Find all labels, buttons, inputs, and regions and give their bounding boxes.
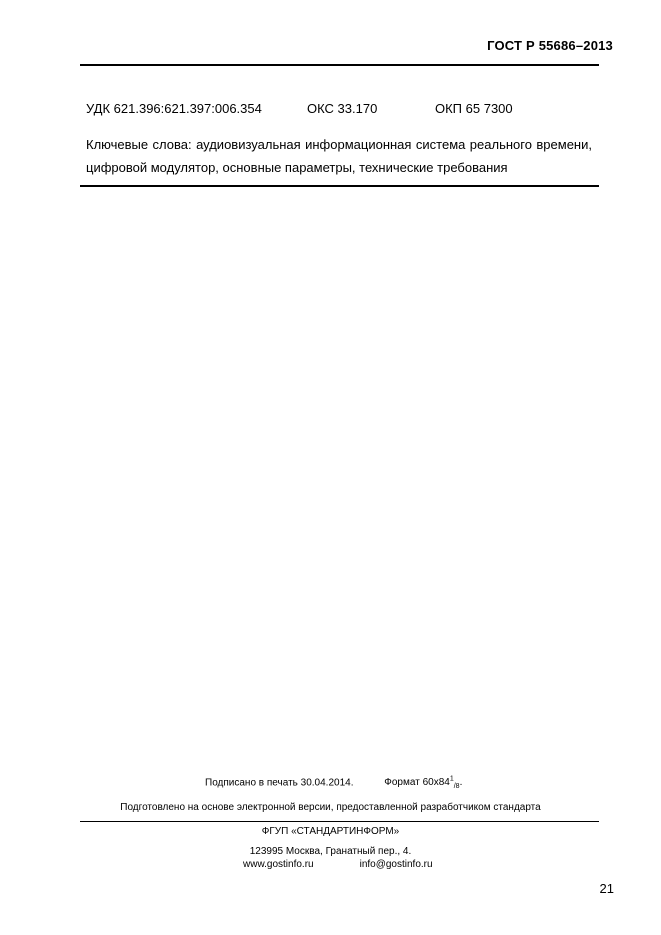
okp-code: ОКП 65 7300 [435,101,513,116]
oks-code: ОКС 33.170 [307,101,378,116]
email-link[interactable]: info@gostinfo.ru [359,859,433,870]
paper-format [384,776,463,791]
format-denominator: /8 [453,783,460,791]
publisher-contacts [243,859,433,870]
udk-code: УДК 621.396:621.397:006.354 [86,101,262,116]
prepared-note: Подготовлено на основе электронной версии, предоставленной разработчиком стандарта [120,802,541,813]
keywords-divider [80,185,599,187]
format-numerator: 1 [449,776,454,783]
standard-code: ГОСТ Р 55686–2013 [487,38,613,53]
format-period: . [459,777,463,789]
website-link[interactable]: www.gostinfo.ru [243,859,314,870]
signed-to-print: Подписано в печать 30.04.2014. [205,777,354,789]
print-info [205,776,462,790]
footer-divider [80,821,599,822]
classification-codes [86,101,513,116]
publisher-name: ФГУП «СТАНДАРТИНФОРМ» [261,826,400,837]
publisher-address: 123995 Москва, Гранатный пер., 4. [249,846,412,857]
header-divider [80,64,599,66]
format-label: Формат 60х84 [384,777,450,789]
keywords-paragraph: Ключевые слова: аудиовизуальная информационная система реального времени, цифровой модулятор, основные параметры, технические требования [86,137,592,175]
page-number: 21 [599,881,614,896]
